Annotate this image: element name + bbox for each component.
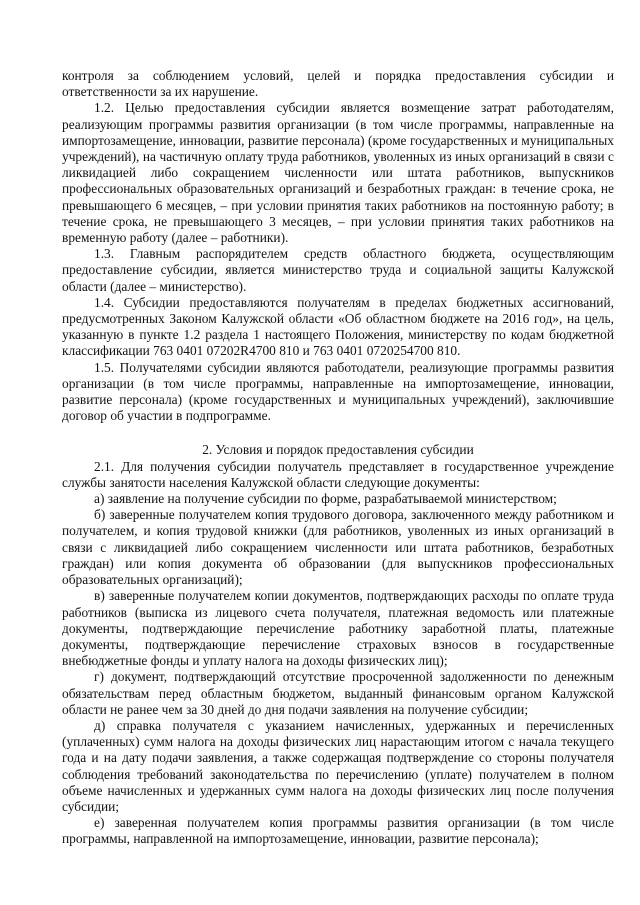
paragraph-1-5: 1.5. Получателями субсидии являются работодатели, реализующие программы развития организации (в том числе программы, направленные на импортозамещение, инновации, развитие персонала) (кроме государственных и муниципальных учреждений), заключившие договор об участии в подпрограмме. [62, 359, 614, 424]
list-item-g: г) документ, подтверждающий отсутствие просроченной задолженности по денежным обязательствам перед областным бюджетом, выданный финансовым органом Калужской области не ранее чем за 30 дней до дня подачи заявления на получение субсидии; [62, 669, 614, 717]
paragraph-1-3: 1.3. Главным распорядителем средств областного бюджета, осуществляющим предоставление субсидии, является министерство труда и социальной защиты Калужской области (далее – министерство). [62, 246, 614, 294]
paragraph-1-2: 1.2. Целью предоставления субсидии является возмещение затрат работодателям, реализующим программы развития организации (в том числе программы, направленные на импортозамещение, инновации, развитие персонала) (кроме государственных и муниципальных учреждений), на частичную оплату труда работников, уволенных из иных организаций в связи с ликвидацией либо сокращением численности или штата работников, выпускников профессиональных образовательных организаций и безработных граждан: в течение срока, не превышающего 6 месяцев, – при условии принятия таких работников на постоянную работу; в течение срока, не превышающего 3 месяцев, – при условии принятия таких работников на временную работу (далее – работники). [62, 100, 614, 246]
list-item-e: е) заверенная получателем копия программы развития организации (в том числе программы, направленной на импортозамещение, инновации, развитие персонала); [62, 815, 614, 847]
paragraph-1-4: 1.4. Субсидии предоставляются получателям в пределах бюджетных ассигнований, предусмотренных Законом Калужской области «Об областном бюджете на 2016 год», на цель, указанную в пункте 1.2 раздела 1 настоящего Положения, министерству по кодам бюджетной классификации 763 0401 07202R4700 810 и 763 0401 0720254700 810. [62, 294, 614, 359]
list-item-b: б) заверенные получателем копия трудового договора, заключенного между работником и получателем, и копия трудовой книжки (для работников, уволенных из иных организаций в связи с ликвидацией либо сокращением численности или штата работников, безработных граждан) или копия документа об образовании (для выпускников профессиональных образовательных организаций); [62, 507, 614, 588]
document-page [62, 68, 614, 848]
list-item-a: а) заявление на получение субсидии по форме, разрабатываемой министерством; [94, 491, 557, 507]
section-title-2: 2. Условия и порядок предоставления субсидии [202, 442, 474, 458]
paragraph-continuation: контроля за соблюдением условий, целей и порядка предоставления субсидии и ответственности за их нарушение. [62, 68, 614, 100]
list-item-d: д) справка получателя с указанием начисленных, удержанных и перечисленных (уплаченных) сумм налога на доходы физических лиц нарастающим итогом с начала текущего года и на дату подачи заявления, а также содержащая подтверждение со стороны получателя соблюдения требований законодательства по перечислению (уплате) получателем в полном объеме начисленных и удержанных сумм налога на доходы физических лиц после получения субсидии; [62, 717, 614, 814]
list-item-v: в) заверенные получателем копии документов, подтверждающих расходы по оплате труда работников (выписка из лицевого счета получателя, платежная ведомость или платежные документы, подтверждающие перечисление работнику заработной платы, платежные документы, подтверждающие перечисление страховых взносов в государственные внебюджетные фонды и уплату налога на доходы физических лиц); [62, 588, 614, 669]
paragraph-2-1: 2.1. Для получения субсидии получатель представляет в государственное учреждение службы занятости населения Калужской области следующие документы: [62, 458, 614, 490]
